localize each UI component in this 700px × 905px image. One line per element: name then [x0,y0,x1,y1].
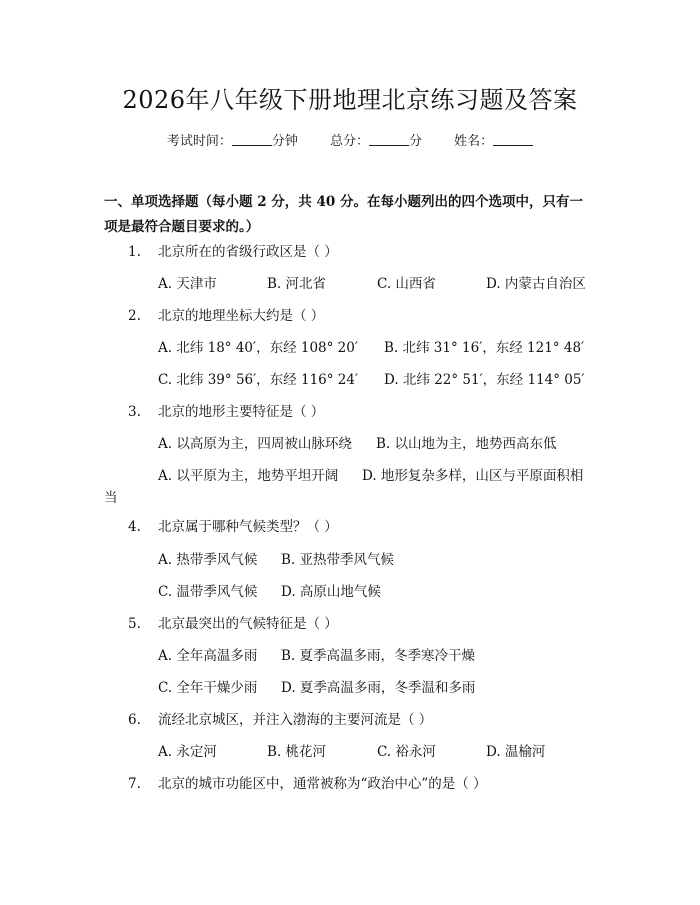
question-text: 北京的城市功能区中，通常被称为“政治中心”的是（ ） [158,776,487,792]
question-text: 北京的地理坐标大约是（ ） [158,308,325,324]
option-d: D. 高原山地气候 [281,584,381,600]
question-number: 5. [128,616,141,632]
document-title: 2026年八年级下册地理北京练习题及答案 [122,86,578,114]
exam-time-label: 考试时间： [166,134,232,149]
option-b: B. 以山地为主，地势西高东低 [376,436,557,452]
option-a: A. 全年高温多雨 [158,648,258,664]
question-number: 1. [128,244,141,260]
name-label: 姓名： [454,134,494,149]
option-b: B. 北纬 31° 16′，东经 121° 48′ [384,340,585,356]
score-unit: 分 [409,134,423,149]
option-c: C. 北纬 39° 56′，东经 116° 24′ [158,372,359,388]
option-d-wrap: 当 [104,490,118,506]
option-b: B. 河北省 [267,276,327,292]
option-d: D. 北纬 22° 51′，东经 114° 05′ [384,372,585,388]
question-text: 北京最突出的气候特征是（ ） [158,616,338,632]
option-a: A. 永定河 [158,744,217,760]
option-c: C. 温带季风气候 [158,584,258,600]
option-a: A. 天津市 [158,276,217,292]
option-c: C. 全年干燥少雨 [158,680,258,696]
question-text: 北京属于哪种气候类型？（ ） [158,519,338,535]
question-text: 北京的地形主要特征是（ ） [158,404,325,420]
option-c: C. 山西省 [377,276,436,292]
name-field [454,131,533,152]
question-number: 6. [128,712,141,728]
score-field [330,131,422,152]
option-d: D. 夏季高温多雨，冬季温和多雨 [281,680,476,696]
option-d: D. 内蒙古自治区 [486,276,586,292]
option-b: B. 夏季高温多雨，冬季寒冷干燥 [281,648,476,664]
option-a: A. 以高原为主，四周被山脉环绕 [158,436,352,452]
option-a: A. 热带季风气候 [158,552,258,568]
exam-time-field [167,131,298,152]
score-label: 总分： [329,134,369,149]
option-b: B. 亚热带季风气候 [281,552,395,568]
exam-time-blank [232,131,272,146]
question-text: 流经北京城区，并注入渤海的主要河流是（ ） [158,712,433,728]
section-heading: 一、单项选择题（每小题 2 分，共 40 分。在每小题列出的四个选项中，只有一项是最符合题目要求的。） [104,194,583,235]
question-number: 3. [128,404,141,420]
exam-info-line [0,131,700,152]
exam-time-unit: 分钟 [271,134,298,149]
question-number: 7. [128,776,141,792]
option-a: A. 北纬 18° 40′，东经 108° 20′ [158,340,358,356]
option-c: C. 裕永河 [377,744,436,760]
option-d: D. 温榆河 [486,744,546,760]
option-a-alt: A. 以平原为主，地势平坦开阔 [158,468,339,484]
name-blank [493,131,533,146]
question-text: 北京所在的省级行政区是（ ） [158,244,338,260]
question-number: 4. [128,519,141,535]
score-blank [369,131,409,146]
option-b: B. 桃花河 [267,744,327,760]
option-d: D. 地形复杂多样，山区与平原面积相 [362,468,584,484]
question-number: 2. [128,308,141,324]
